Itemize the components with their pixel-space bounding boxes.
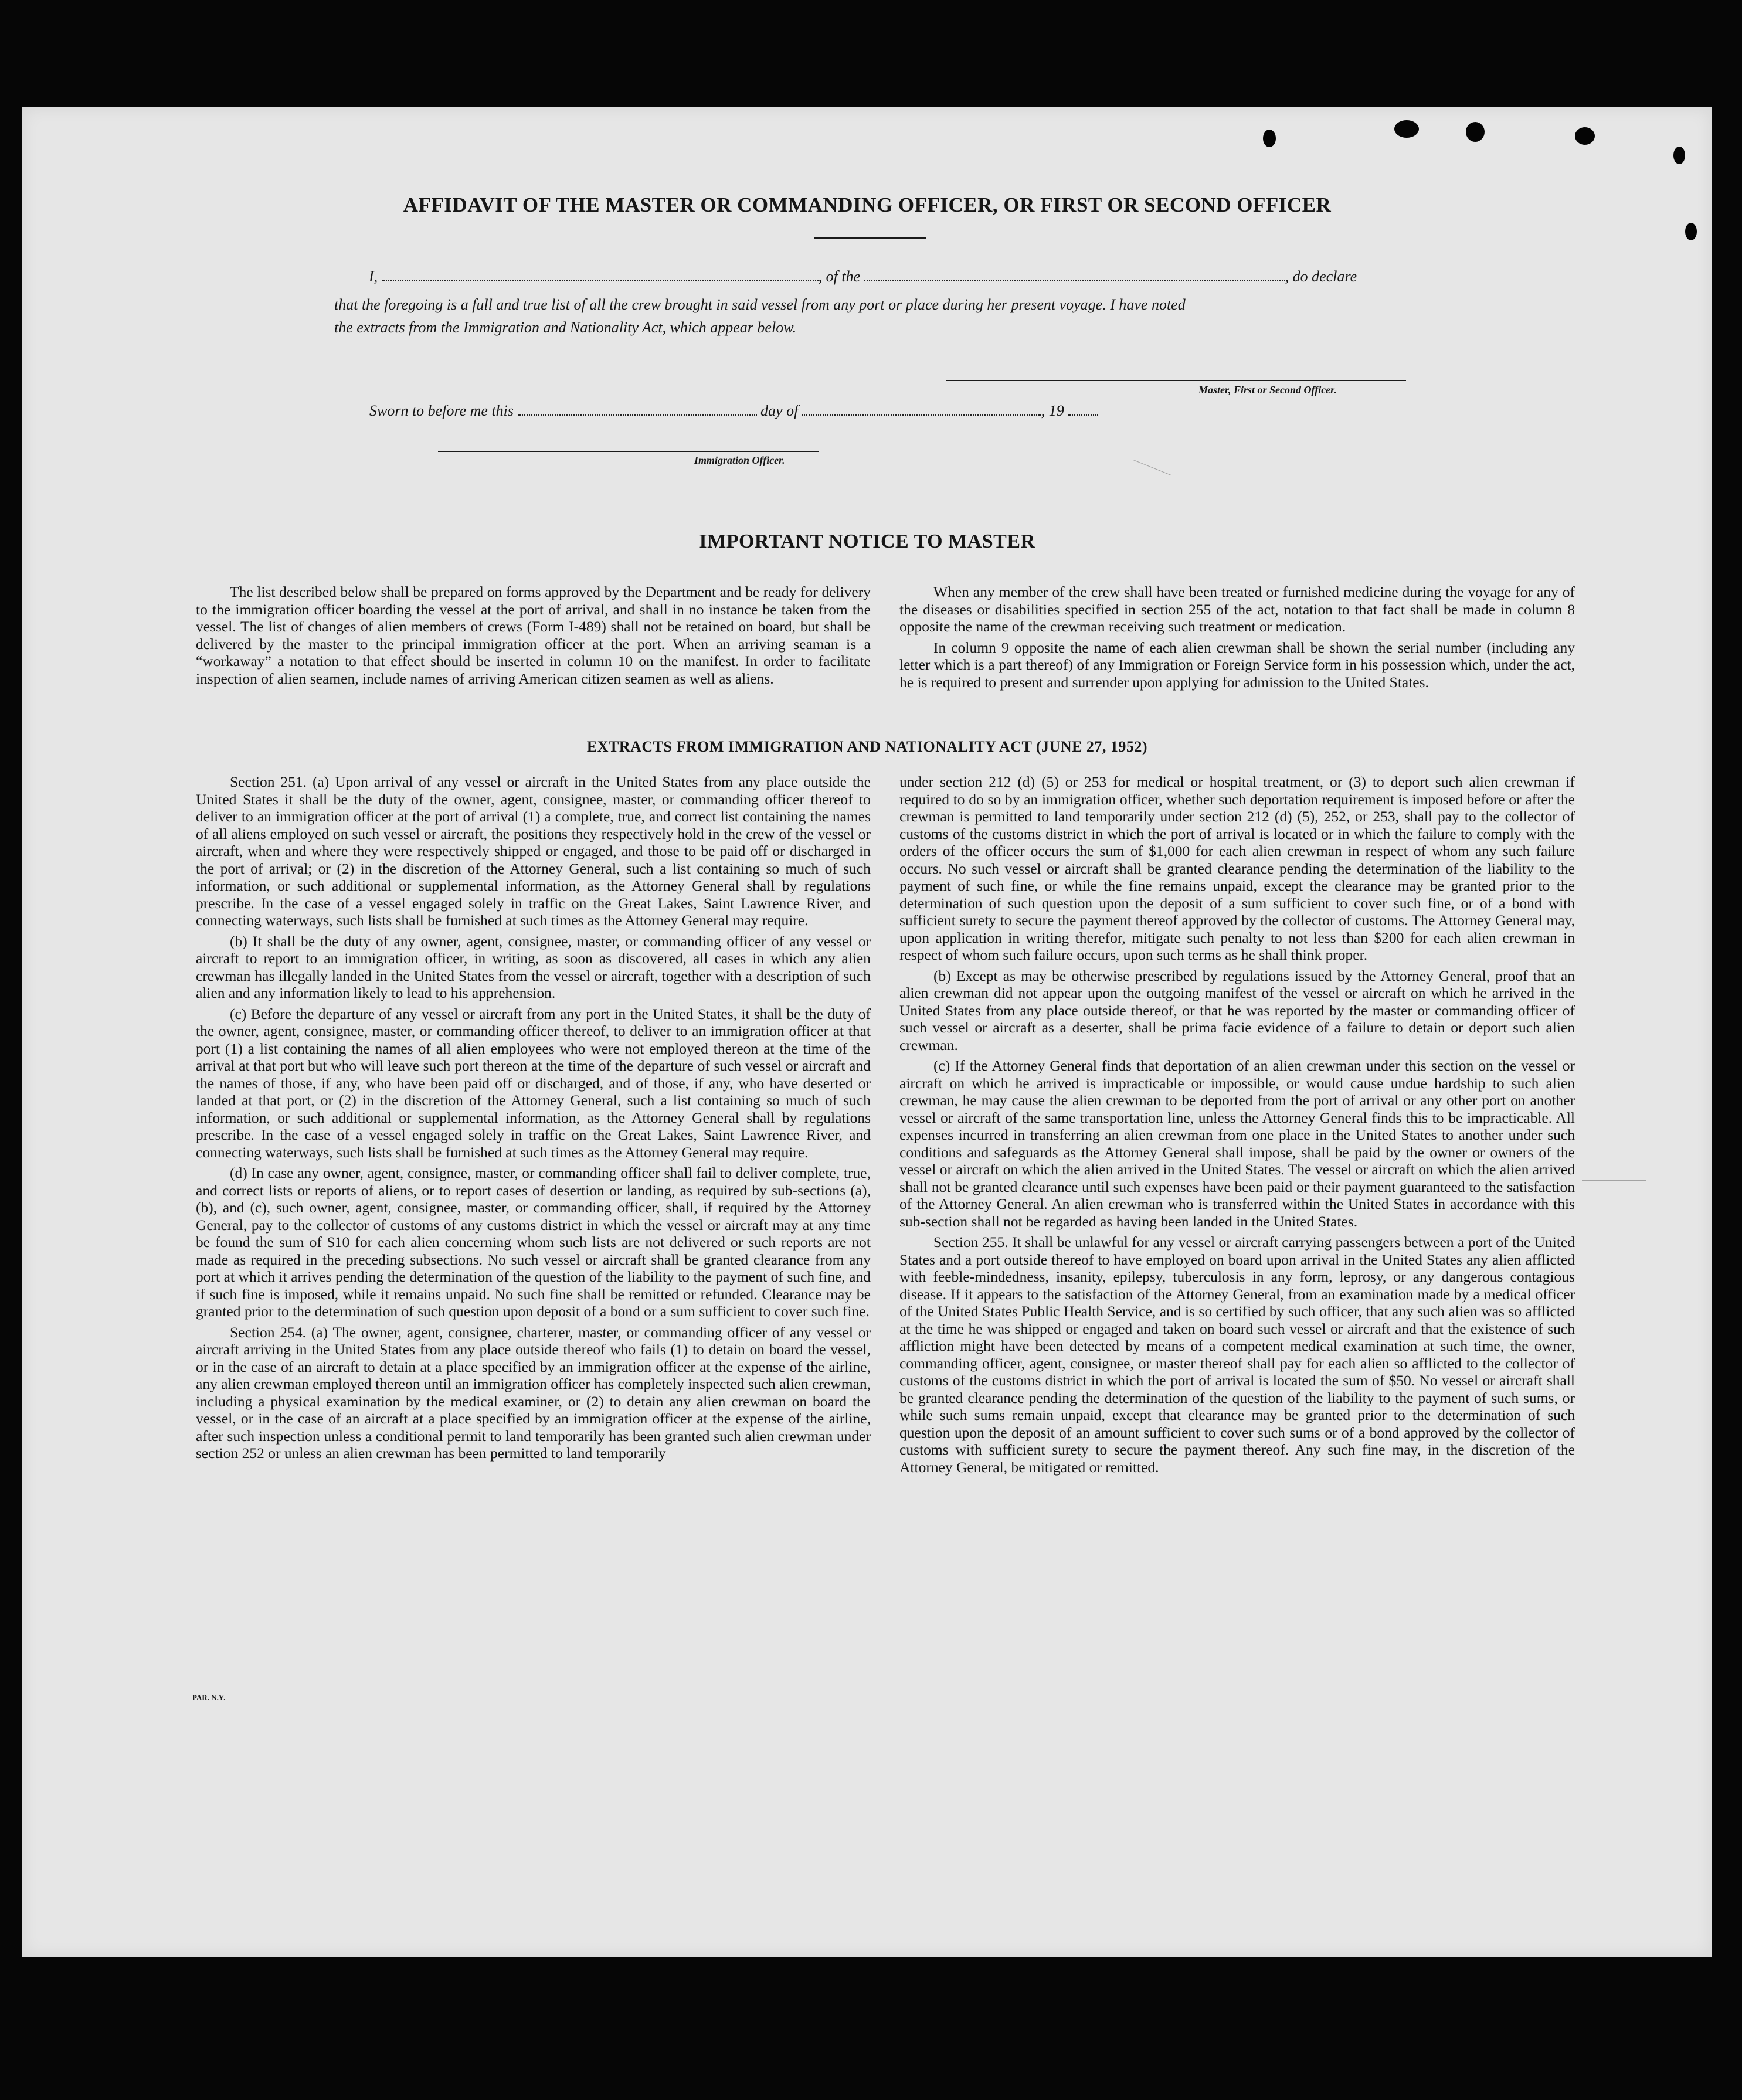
punch-hole [1394, 120, 1419, 138]
sworn-month-field[interactable] [802, 403, 1041, 416]
punch-hole [1685, 223, 1697, 240]
sworn-line [369, 402, 1098, 420]
do-declare-label: , do declare [1285, 268, 1357, 285]
punch-hole [1466, 122, 1485, 142]
master-name-field[interactable] [382, 269, 819, 281]
notice-right-column [899, 583, 1575, 694]
notice-paragraph: The list described below shall be prepared on forms approved by the Department and be ready for delivery to the immigration officer boarding the vessel at the port of arrival, and shall in no instance be taken from the vessel. The list of changes of alien members of crews (Form I-489) shall not be retained on board, but shall be delivered by the master to the principal immigration officer at the port. When an arriving seaman is a “workaway” a notation to that effect should be inserted in column 10 on the manifest. In order to facilitate inspection of alien seamen, include names of arriving American citizen seamen as well as aliens. [196, 583, 871, 687]
sworn-label: Sworn to before me this [369, 402, 514, 419]
title-divider [814, 237, 926, 239]
extracts-left-column [196, 773, 871, 1466]
year-label: , 19 [1041, 402, 1064, 419]
notice-paragraph: When any member of the crew shall have been treated or furnished medicine during the voyage for any of the diseases or disabilities specified in section 255 of the act, notation to that fact shall be made in column 8 opposite the name of the crewman receiving such treatment or medication. [899, 583, 1575, 635]
notice-left-column [196, 583, 871, 691]
punch-hole [1575, 127, 1595, 145]
section-254-a-continued: under section 212 (d) (5) or 253 for medical or hospital treatment, or (3) to deport such alien crewman if required to do so by an immigration officer, whether such deportation requirement is imposed before or after the crewman is permitted to land temporarily under section 212 (d) (5), 252, or 253, shall pay to the collector of customs of the customs district in which the port of arrival is located or in which the failure to comply with the orders of the officer occurs the sum of $1,000 for each alien crewman in respect of whom any such failure occurs. No such vessel or aircraft shall be granted clearance pending the determination of the liability to the payment of such fine, or while the fine remains unpaid, except the clearance may be granted prior to the determination of such question upon the deposit of a sum sufficient to cover such fine, or of a bond with sufficient surety to secure the payment thereof approved by the collector of customs. The Attorney General may, upon application in writing therefor, mitigate such penalty to not less than $200 for each alien crewman in respect of whom such failure occurs, upon such terms as he shall think proper. [899, 773, 1575, 963]
notice-title: IMPORTANT NOTICE TO MASTER [699, 531, 1035, 552]
sworn-date-field[interactable] [518, 403, 757, 416]
master-signature-line[interactable] [946, 380, 1406, 381]
statement-line-2: the extracts from the Immigration and Nationality Act, which appear below. [334, 319, 797, 336]
section-251-a: Section 251. (a) Upon arrival of any vessel or aircraft in the United States from any place outside the United States it shall be the duty of the owner, agent, consignee, master, or commanding officer thereof to deliver to an immigration officer at the port of arrival (1) a complete, true, and correct list containing the names of all aliens employed on such vessel or aircraft, the positions they respectively hold in the crew of the vessel or aircraft, when and where they were respectively shipped or engaged, and those to be paid off or discharged in the port of arrival; or (2) in the discretion of the Attorney General, such a list containing so much of such information, or such additional or supplemental information, as the Attorney General shall by regulations prescribe. In the case of a vessel engaged solely in traffic on the Great Lakes, Saint Lawrence River, and connecting waterways, such lists shall be furnished at such times as the Attorney General may require. [196, 773, 871, 929]
section-254-a: Section 254. (a) The owner, agent, consignee, charterer, master, or commanding officer of any vessel or aircraft arriving in the United States from any place outside thereof who fails (1) to detain on board the vessel, or in the case of an aircraft to detain at a place specified by an immigration officer at the expense of the airline, any alien crewman employed thereon until an immigration officer has completely inspected such alien crewman, including a physical examination by the medical examiner, or (2) to detain any alien crewman on board the vessel, or in the case of an aircraft at a place specified by an immigration officer at the expense of the airline, after such inspection unless a conditional permit to land temporarily has been granted such alien crewman under section 252 or unless an alien crewman has been permitted to land temporarily [196, 1323, 871, 1462]
punch-hole [1673, 147, 1685, 164]
day-of-label: day of [760, 402, 799, 419]
sworn-year-field[interactable] [1068, 403, 1098, 416]
master-signature-caption: Master, First or Second Officer. [1198, 384, 1337, 396]
section-251-c: (c) Before the departure of any vessel or aircraft from any port in the United States, it shall be the duty of the owner, agent, consignee, master, or commanding officer thereof, to deliver to an immigration officer at that port (1) a list containing the names of all alien employees who were not employed thereon at the time of the arrival at that port but who will leave such port thereon at the time of the departure of such vessel or aircraft and the names of those, if any, who have been paid off or discharged, and of those, if any, who have deserted or landed at that port, or (2) in the discretion of the Attorney General, such a list containing so much of such information, or such additional or supplemental information, as the Attorney General shall by regulations prescribe. In the case of a vessel engaged solely in traffic on the Great Lakes, Saint Lawrence River, and connecting waterways, such lists shall be furnished at such times as the Attorney General may require. [196, 1005, 871, 1161]
section-255: Section 255. It shall be unlawful for any vessel or aircraft carrying passengers between a port of the United States and a port outside thereof to have employed on board upon arrival in the United States any alien afflicted with feeble-mindedness, insanity, epilepsy, tuberculosis in any form, leprosy, or any dangerous contagious disease. If it appears to the satisfaction of the Attorney General, from an examination made by a medical officer of the United States Public Health Service, and is so certified by such officer, that any such alien was so afflicted at the time he was shipped or engaged and taken on board such vessel or aircraft and that the existence of such affliction might have been detected by means of a competent medical examination at such time, the owner, commanding officer, agent, consignee, or master thereof shall pay for each alien so afflicted to the collector of customs of the customs district in which the port of arrival is located the sum of $50. No vessel or aircraft shall be granted clearance pending the determination of the question of the liability to the payment of such sums, or while such sums remain unpaid, except that clearance may be granted prior to the determination of such question upon the deposit of an amount sufficient to cover such sums or of a bond approved by the collector of customs with sufficient surety to secure the payment thereof. Any such fine may, in the discretion of the Attorney General, be mitigated or remitted. [899, 1234, 1575, 1476]
statement-line-1: that the foregoing is a full and true list of all the crew brought in said vessel from any port or place during her present voyage. I have noted [334, 296, 1186, 313]
i-label: I, [369, 268, 378, 285]
notice-paragraph: In column 9 opposite the name of each alien crewman shall be shown the serial number (including any letter which is a part thereof) of any Immigration or Foreign Service form in his possession which, under the act, he is required to present and surrender upon applying for admission to the United States. [899, 638, 1575, 691]
document-page [22, 107, 1712, 1957]
of-the-label: , of the [818, 268, 861, 285]
section-251-b: (b) It shall be the duty of any owner, agent, consignee, master, or commanding officer of any vessel or aircraft to report to an immigration officer, in writing, as soon as discovered, all cases in which any alien crewman has illegally landed in the United States from the vessel or aircraft, together with a description of such alien and any information likely to lead to his apprehension. [196, 932, 871, 1001]
scan-mark [1133, 460, 1171, 475]
printer-mark: PAR. N.Y. [192, 1693, 226, 1702]
extracts-title: EXTRACTS FROM IMMIGRATION AND NATIONALITY ACT (JUNE 27, 1952) [586, 738, 1148, 755]
officer-signature-line[interactable] [438, 451, 819, 452]
declaration-line [369, 268, 1357, 286]
officer-signature-caption: Immigration Officer. [694, 454, 785, 466]
section-254-c: (c) If the Attorney General finds that deportation of an alien crewman under this section on the vessel or aircraft on which he arrived is impracticable or impossible, or would cause undue hardship to such alien crewman, he may cause the alien crewman to be deported from the port of arrival or any other port on another vessel or aircraft of the same transportation line, unless the Attorney General finds this to be impracticable. All expenses incurred in transferring an alien crewman from one place in the United States to another under such conditions and safeguards as the Attorney General shall impose, shall be paid by the owner or owners of the vessel or aircraft on which the alien arrived in the United States. The vessel or aircraft on which the alien arrived shall not be granted clearance until such expenses have been paid or their payment guaranteed to the satisfaction of the Attorney General. An alien crewman who is transferred within the United States in accordance with this sub-section shall not be regarded as having been landed in the United States. [899, 1057, 1575, 1230]
vessel-name-field[interactable] [864, 269, 1285, 281]
section-251-d: (d) In case any owner, agent, consignee, master, or commanding officer shall fail to deliver complete, true, and correct lists or reports of aliens, or to report cases of desertion or landing, as required by sub-sections (a), (b), and (c), such owner, agent, consignee, master, or commanding officer, shall, if required by the Attorney General, pay to the collector of customs of any customs district in which the vessel or aircraft may at any time be found the sum of $10 for each alien concerning whom such lists are not delivered or such reports are not made as required in the preceding subsections. No such vessel or aircraft shall be granted clearance from any port at which it arrives pending the determination of the question of the liability to the payment of such fine, and if such fine is imposed, while it remains unpaid. No such fine shall be remitted or refunded. Clearance may be granted prior to the determination of such question upon deposit of a bond or a sum sufficient to cover such fine. [196, 1164, 871, 1320]
scan-mark [1582, 1180, 1646, 1181]
extracts-right-column [899, 773, 1575, 1479]
affidavit-title: AFFIDAVIT OF THE MASTER OR COMMANDING OFFICER, OR FIRST OR SECOND OFFICER [403, 193, 1332, 216]
section-254-b: (b) Except as may be otherwise prescribed by regulations issued by the Attorney General, proof that an alien crewman did not appear upon the outgoing manifest of the vessel or aircraft on which he arrived in the United States from any place outside thereof, or that he was reported by the master or commanding officer of such vessel or aircraft as a deserter, shall be prima facie evidence of a failure to detain or deport such alien crewman. [899, 967, 1575, 1054]
punch-hole [1263, 130, 1276, 147]
